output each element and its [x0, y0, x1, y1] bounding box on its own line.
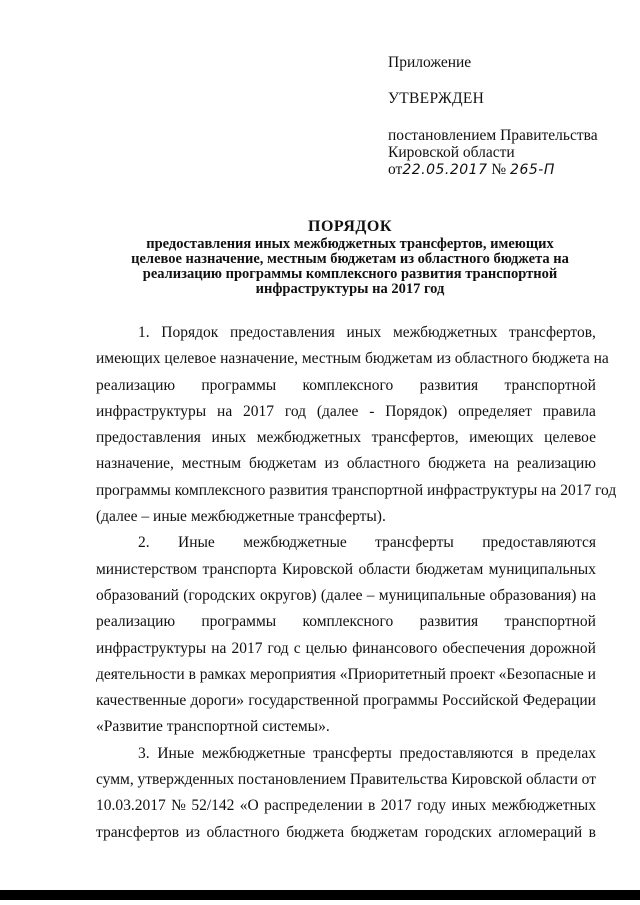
word: программы — [201, 376, 277, 394]
word: предоставления — [96, 429, 201, 447]
word: - — [369, 402, 375, 420]
word: округов) — [259, 586, 317, 604]
title-sub-line: реализацию программы комплексного развития транспортной — [142, 266, 558, 282]
word: иных — [346, 324, 382, 341]
word: реализацию — [516, 455, 596, 473]
word: целевое — [544, 429, 596, 447]
word: целью — [305, 639, 348, 657]
paragraph-line — [96, 793, 596, 819]
word: правила — [542, 402, 596, 420]
word: 10.03.2017 — [96, 797, 166, 815]
word: иных — [211, 429, 247, 447]
title-sub-line: инфраструктуры на 2017 год — [255, 281, 445, 297]
word: 1. — [138, 324, 150, 341]
word: бюджетам — [415, 560, 484, 578]
word: деятельности — [96, 665, 185, 683]
paragraph-line — [96, 714, 596, 740]
word: в — [368, 797, 376, 815]
word: на — [217, 402, 233, 420]
word: трансферты — [313, 744, 392, 762]
word: реализацию — [96, 613, 176, 631]
word: в — [521, 744, 529, 762]
word: Иные — [157, 744, 195, 762]
word: определяет — [458, 402, 532, 420]
paragraph-line — [96, 688, 596, 714]
word: финансового — [352, 639, 438, 657]
word: «Приоритетный — [339, 665, 446, 683]
paragraph-line — [96, 504, 596, 530]
word: в — [588, 823, 596, 841]
word: 2. — [138, 534, 150, 552]
word: 52/142 — [191, 797, 235, 815]
decree-number-sign: № — [491, 161, 507, 178]
word: обеспечения — [442, 639, 526, 657]
word: развития — [419, 376, 479, 394]
word: иных — [451, 797, 487, 815]
word: области — [358, 560, 411, 578]
word: инфраструктуры — [96, 639, 207, 657]
word: трансфертов, — [508, 324, 596, 341]
word: городских — [424, 823, 492, 841]
word: № — [171, 797, 186, 815]
word: и — [587, 665, 596, 683]
paragraph-line — [96, 583, 596, 609]
word: образований — [96, 586, 179, 604]
word: год — [267, 639, 289, 657]
word: пределах — [536, 744, 596, 762]
paragraph-line — [96, 373, 596, 399]
word: «Безопасные — [498, 665, 584, 683]
word: реализацию — [96, 376, 176, 394]
word: межбюджетных — [392, 324, 498, 341]
word: назначение, — [96, 455, 174, 473]
approved-label: УТВЕРЖДЕН — [388, 90, 485, 107]
word: программы комплексного развития транспортной инфраструктуры на 2017 год — [96, 481, 617, 499]
paragraph-line — [96, 346, 609, 372]
word: предоставляются — [399, 744, 514, 762]
word: сумм, — [96, 771, 134, 789]
word: межбюджетные — [201, 744, 306, 762]
word: министерством — [96, 560, 198, 578]
decree-from-label: от — [388, 161, 403, 178]
word: мероприятия — [250, 665, 336, 683]
word: утвержденных — [137, 771, 235, 789]
word: год — [284, 402, 307, 420]
word: трансфертов — [96, 823, 180, 841]
word: дорожной — [530, 639, 596, 657]
paragraph-line — [96, 451, 596, 477]
title-main: ПОРЯДОК — [308, 218, 392, 235]
word: муниципальные — [378, 586, 486, 604]
word: транспортной — [504, 376, 596, 394]
decree-number: 265-П — [510, 162, 555, 178]
approval-stamp-block — [388, 54, 628, 179]
title-sub-line: целевое назначение, местным бюджетам из областного бюджета на — [131, 251, 569, 267]
word: из — [324, 455, 339, 473]
word: комплексного — [302, 613, 394, 631]
word: «Развитие транспортной системы». — [96, 718, 330, 736]
word: «О — [239, 797, 259, 815]
word: комплексного — [302, 376, 394, 394]
word: с — [293, 639, 301, 657]
word: предоставления — [229, 324, 335, 341]
word: (далее — [320, 586, 363, 604]
word: распределении — [264, 797, 363, 815]
paragraph-line — [96, 767, 596, 793]
word: на — [211, 639, 227, 657]
word: межбюджетных — [256, 429, 362, 447]
word: области — [526, 771, 578, 789]
word: бюджета — [286, 823, 345, 841]
word: Правительства — [349, 771, 448, 789]
word: областного — [206, 823, 280, 841]
word: Порядок) — [385, 402, 448, 420]
word: транспортной — [504, 613, 596, 631]
word: бюджетам — [248, 455, 317, 473]
word: развития — [419, 613, 479, 631]
word: в — [188, 665, 196, 683]
appendix-label: Приложение — [388, 54, 472, 71]
word: имеющих целевое назначение, местным бюджетам из областного бюджета на — [96, 350, 609, 368]
word: трансферты — [375, 534, 454, 552]
word: 3. — [138, 744, 150, 762]
document-title — [100, 218, 600, 297]
word: (далее – иные межбюджетные трансферты). — [96, 508, 386, 526]
word: – — [366, 586, 375, 604]
word: бюджета — [428, 455, 486, 473]
word: Федерации — [522, 692, 596, 710]
word: бюджетам — [350, 823, 419, 841]
paragraph-line — [96, 478, 617, 504]
word: имеющих — [469, 429, 534, 447]
paragraph-line — [96, 662, 596, 688]
word: областного — [346, 455, 421, 473]
word: программы — [201, 613, 277, 631]
word: муниципальных — [488, 560, 596, 578]
word: программы — [363, 692, 438, 710]
paragraph-3 — [96, 741, 596, 846]
paragraph-line — [96, 557, 596, 583]
word: Иные — [178, 534, 215, 552]
decree-date: 22.05.2017 — [402, 162, 488, 178]
word: на — [580, 586, 596, 604]
word: инфраструктуры — [96, 402, 207, 420]
paragraph-line — [96, 609, 596, 635]
word: году — [417, 797, 447, 815]
decree-date-line — [388, 161, 628, 179]
word: дороги» — [190, 692, 245, 710]
word: Кировской — [451, 771, 523, 789]
word: на — [493, 455, 509, 473]
word: местным — [181, 455, 242, 473]
paragraph-1 — [96, 320, 617, 530]
word: (далее — [316, 402, 359, 420]
paragraph-line — [96, 320, 596, 346]
word: из — [185, 823, 200, 841]
word: (городских — [183, 586, 256, 604]
paragraph-line — [96, 820, 596, 846]
word: рамках — [199, 665, 247, 683]
paragraph-line — [96, 530, 596, 556]
word: от — [581, 771, 596, 789]
word: трансфертов, — [371, 429, 459, 447]
title-subtitle — [100, 237, 600, 297]
word: Российской — [442, 692, 519, 710]
paragraph-line — [96, 399, 596, 425]
word: Кировской — [282, 560, 354, 578]
word: транспорта — [202, 560, 277, 578]
word: предоставляются — [482, 534, 596, 552]
word: межбюджетные — [243, 534, 347, 552]
word: 2017 — [243, 402, 275, 420]
title-sub-line: предоставления иных межбюджетных трансфертов, имеющих — [146, 236, 554, 252]
paragraph-2 — [96, 530, 596, 740]
word: государственной — [248, 692, 359, 710]
document-body — [96, 320, 617, 846]
word: межбюджетных — [491, 797, 596, 815]
word: Порядок — [161, 324, 219, 341]
decree-line-2: Кировской области — [388, 144, 515, 161]
word: 2017 — [380, 797, 412, 815]
word: постановлением — [237, 771, 347, 789]
word: качественные — [96, 692, 187, 710]
decree-line-1: постановлением Правительства — [388, 127, 598, 144]
paragraph-line — [96, 741, 596, 767]
word: проект — [449, 665, 495, 683]
word: образования) — [489, 586, 577, 604]
scan-bottom-edge — [0, 890, 640, 900]
word: агломераций — [498, 823, 583, 841]
paragraph-line — [96, 425, 596, 451]
word: 2017 — [231, 639, 263, 657]
paragraph-line — [96, 636, 596, 662]
